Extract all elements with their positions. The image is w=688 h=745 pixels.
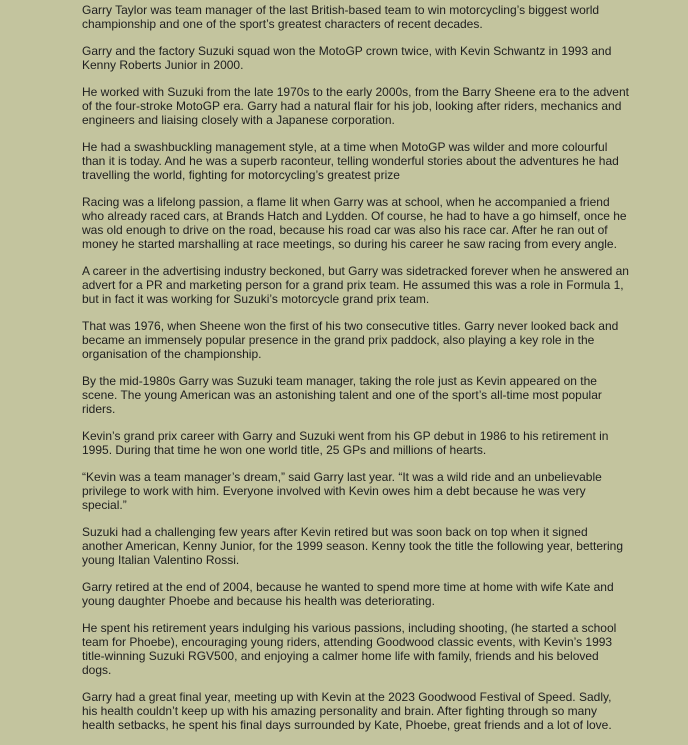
article-paragraph-13: He spent his retirement years indulging his various passions, including shooting, (he started a school team for Phoebe), encouraging young riders, attending Goodwood classic events, with Kevin’s 1993 title-winning Suzuki RGV500, and enjoying a calmer home life with family, friends and his beloved dogs. (82, 621, 617, 677)
article-body (82, 0, 630, 745)
article-paragraph-3: He worked with Suzuki from the late 1970s to the early 2000s, from the Barry Sheene era to the advent of the four-stroke MotoGP era. Garry had a natural flair for his job, looking after riders, mechanics and engineers and liaising closely with a Japanese corporation. (82, 85, 629, 127)
article-paragraph-2: Garry and the factory Suzuki squad won the MotoGP crown twice, with Kevin Schwantz in 1993 and Kenny Roberts Junior in 2000. (82, 44, 612, 72)
article-paragraph-6: A career in the advertising industry beckoned, but Garry was sidetracked forever when he answered an advert for a PR and marketing person for a grand prix team. He assumed this was a role in Formula 1, but in fact it was working for Suzuki’s motorcycle grand prix team. (82, 264, 629, 306)
article-paragraph-1: Garry Taylor was team manager of the last British-based team to win motorcycling’s biggest world championship and one of the sport’s greatest characters of recent decades. (82, 3, 600, 31)
article-paragraph-4: He had a swashbuckling management style, at a time when MotoGP was wilder and more colourful than it is today. And he was a superb raconteur, telling wonderful stories about the adventures he had travelling the world, fighting for motorcycling’s greatest prize (82, 140, 619, 182)
article-paragraph-10: “Kevin was a team manager’s dream,” said Garry last year. “It was a wild ride and an unbelievable privilege to work with him. Everyone involved with Kevin owes him a debt because he was very special.” (82, 470, 602, 512)
article-paragraph-9: Kevin’s grand prix career with Garry and Suzuki went from his GP debut in 1986 to his retirement in 1995. During that time he won one world title, 25 GPs and millions of hearts. (82, 429, 609, 457)
article-paragraph-7: That was 1976, when Sheene won the first of his two consecutive titles. Garry never looked back and became an immensely popular presence in the grand prix paddock, also playing a key role in the organisation of the championship. (82, 319, 619, 361)
article-paragraph-8: By the mid-1980s Garry was Suzuki team manager, taking the role just as Kevin appeared on the scene. The young American was an astonishing talent and one of the sport’s all-time most popular riders. (82, 374, 602, 416)
article-paragraph-12: Garry retired at the end of 2004, because he wanted to spend more time at home with wife Kate and young daughter Phoebe and because his health was deteriorating. (82, 580, 614, 608)
article-paragraph-11: Suzuki had a challenging few years after Kevin retired but was soon back on top when it signed another American, Kenny Junior, for the 1999 season. Kenny took the title the following year, bettering young Italian Valentino Rossi. (82, 525, 624, 567)
article-paragraph-14: Garry had a great final year, meeting up with Kevin at the 2023 Goodwood Festival of Speed. Sadly, his health couldn’t keep up with his amazing personality and brain. After fighting through so many health setbacks, he spent his final days surrounded by Kate, Phoebe, great friends and a lot of love. (82, 690, 612, 732)
article-paragraph-5: Racing was a lifelong passion, a flame lit when Garry was at school, when he accompanied a friend who already raced cars, at Brands Hatch and Lydden. Of course, he had to have a go himself, once he was old enough to drive on the road, because his road car was also his race car. After he ran out of money he started marshalling at race meetings, so during his career he saw racing from every angle. (82, 195, 627, 251)
